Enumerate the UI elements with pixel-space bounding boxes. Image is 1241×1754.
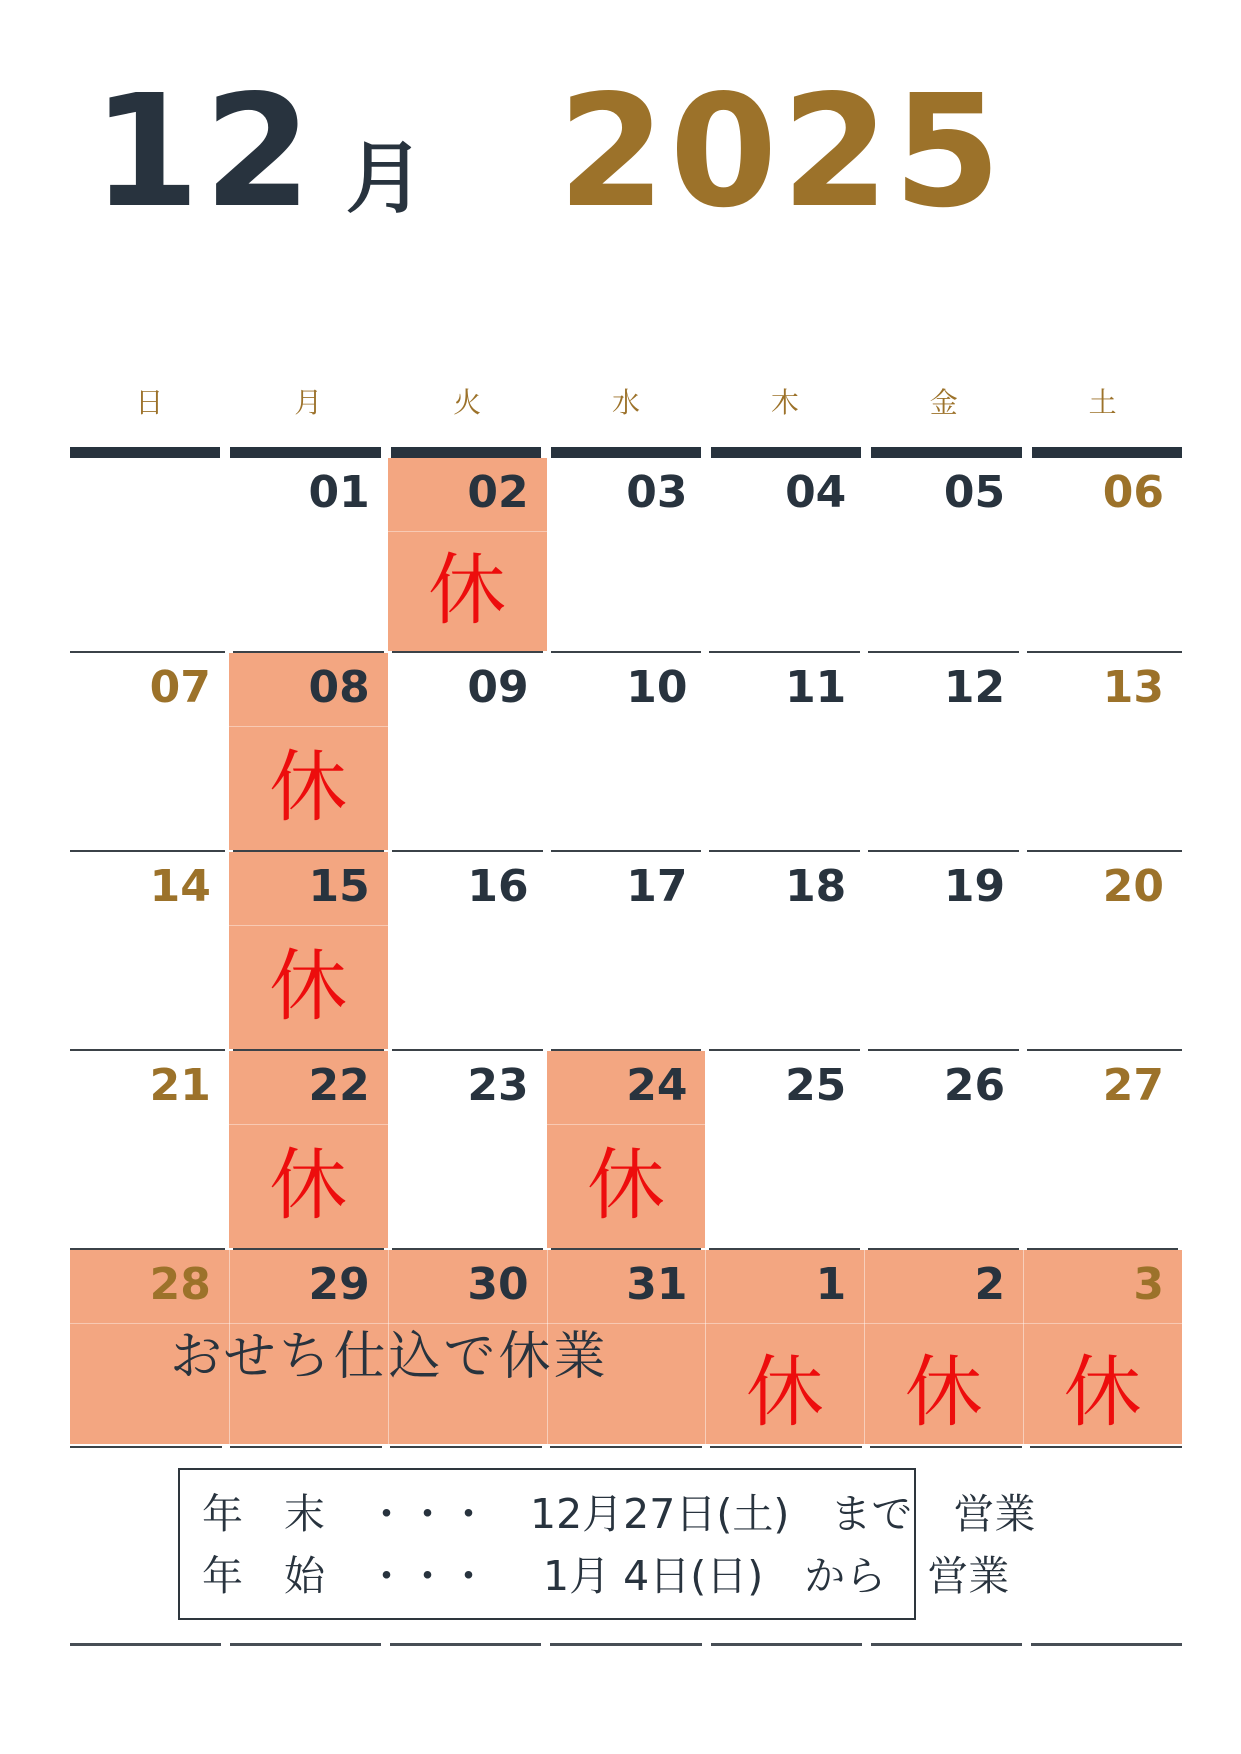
calendar-grid — [70, 458, 1182, 1444]
day-cell-11 — [705, 653, 864, 850]
notice-line-year-end: 年 末 ・・・ 12月27日(土) まで 営業 — [202, 1490, 1036, 1538]
day-number: 02 — [467, 467, 529, 518]
closed-mark: 休 — [1063, 1348, 1142, 1438]
year-end-notice-box — [178, 1468, 1036, 1620]
day-number: 01 — [308, 467, 370, 518]
closed-mark: 休 — [587, 1141, 666, 1231]
day-cell-1 — [705, 1250, 864, 1444]
day-cell-03 — [547, 458, 706, 651]
day-number: 28 — [149, 1259, 211, 1310]
rule-segment — [230, 447, 380, 458]
week-row-2 — [70, 653, 1182, 850]
rule-segment — [871, 1643, 1022, 1646]
day-number: 20 — [1102, 861, 1165, 912]
day-number: 03 — [626, 467, 688, 518]
day-number: 3 — [1133, 1259, 1165, 1310]
day-cell-21 — [70, 1051, 229, 1248]
day-cell-15 — [229, 852, 388, 1049]
day-number: 22 — [308, 1060, 370, 1111]
rule-segment — [391, 447, 541, 458]
day-number: 1 — [815, 1259, 847, 1310]
rule-segment — [871, 447, 1021, 458]
week-row-1 — [70, 458, 1182, 651]
day-cell-3 — [1023, 1250, 1182, 1444]
rule-segment — [230, 1446, 382, 1448]
day-cell-01 — [229, 458, 388, 651]
day-cell-20 — [1023, 852, 1182, 1049]
title-month-suffix: 月 — [345, 134, 424, 224]
rule-segment — [1030, 1446, 1182, 1448]
weekday-label-2: 火 — [453, 386, 482, 419]
rule-segment — [230, 1643, 381, 1646]
day-cell-12 — [864, 653, 1023, 850]
day-cell-09 — [388, 653, 547, 850]
weekday-label-4: 木 — [770, 386, 799, 419]
day-cell-24 — [547, 1051, 706, 1248]
day-number: 11 — [785, 662, 847, 713]
day-cell-23 — [388, 1051, 547, 1248]
day-number: 31 — [626, 1259, 688, 1310]
rule-segment — [390, 1446, 542, 1448]
day-number — [70, 458, 229, 531]
day-number: 30 — [467, 1259, 529, 1310]
closed-mark: 休 — [745, 1348, 824, 1438]
weekday-label-5: 金 — [929, 386, 958, 419]
title-year: 2025 — [557, 61, 1006, 242]
day-cell-14 — [70, 852, 229, 1049]
rule-segment — [870, 1446, 1022, 1448]
bottom-rule — [70, 1643, 1182, 1646]
day-number: 26 — [943, 1060, 1006, 1111]
day-number: 21 — [149, 1060, 211, 1111]
rule-segment — [1032, 447, 1182, 458]
day-cell-26 — [864, 1051, 1023, 1248]
day-number: 07 — [149, 662, 211, 713]
rule-segment — [70, 1446, 222, 1448]
day-cell-05 — [864, 458, 1023, 651]
weekday-header-row — [70, 386, 1182, 420]
day-cell-27 — [1023, 1051, 1182, 1248]
day-number: 13 — [1102, 662, 1165, 713]
day-cell-04 — [705, 458, 864, 651]
day-cell-18 — [705, 852, 864, 1049]
day-cell-13 — [1023, 653, 1182, 850]
day-number: 06 — [1102, 467, 1165, 518]
day-number: 12 — [943, 662, 1006, 713]
closed-mark: 休 — [269, 743, 348, 833]
day-cell-08 — [229, 653, 388, 850]
day-number: 2 — [974, 1259, 1006, 1310]
day-number: 14 — [149, 861, 211, 912]
weekday-label-1: 月 — [294, 386, 323, 419]
rule-segment — [70, 447, 220, 458]
day-cell-empty — [70, 458, 229, 651]
header-bar — [70, 447, 1182, 458]
day-cell-22 — [229, 1051, 388, 1248]
rule-segment — [1031, 1643, 1182, 1646]
day-cell-02 — [388, 458, 547, 651]
rule-segment — [550, 1643, 701, 1646]
day-number: 29 — [308, 1259, 370, 1310]
day-number: 05 — [943, 467, 1006, 518]
weekday-label-0: 日 — [135, 386, 164, 419]
day-cell-25 — [705, 1051, 864, 1248]
day-number: 08 — [308, 662, 370, 713]
rule-segment — [710, 1446, 862, 1448]
day-number: 16 — [467, 861, 529, 912]
day-number: 15 — [308, 861, 370, 912]
notice-line-year-start: 年 始 ・・・ 1月 4日(日) から 営業 — [202, 1551, 1010, 1600]
day-cell-16 — [388, 852, 547, 1049]
week-row-5 — [70, 1250, 1182, 1444]
day-cell-07 — [70, 653, 229, 850]
weekday-label-3: 水 — [612, 386, 641, 419]
day-cell-17 — [547, 852, 706, 1049]
day-cell-19 — [864, 852, 1023, 1049]
week-row-4 — [70, 1051, 1182, 1248]
closed-mark: 休 — [269, 1141, 348, 1231]
title-month-number: 12 — [92, 61, 316, 242]
osechi-closure-banner: おせち仕込で休業 — [170, 1327, 609, 1387]
day-number: 23 — [467, 1060, 529, 1111]
closed-mark: 休 — [269, 942, 348, 1032]
closed-mark: 休 — [428, 546, 507, 636]
closed-mark: 休 — [904, 1348, 983, 1438]
grid-bottom-rule — [70, 1446, 1182, 1448]
calendar-title — [92, 61, 1006, 242]
day-number: 18 — [785, 861, 847, 912]
rule-segment — [70, 1643, 221, 1646]
rule-segment — [711, 447, 861, 458]
rule-segment — [551, 447, 701, 458]
weekday-label-6: 土 — [1088, 386, 1117, 419]
day-number: 17 — [626, 861, 688, 912]
rule-segment — [711, 1643, 862, 1646]
day-number: 25 — [785, 1060, 847, 1111]
day-number: 24 — [626, 1060, 688, 1111]
day-number: 09 — [467, 662, 529, 713]
day-number: 19 — [943, 861, 1006, 912]
day-cell-10 — [547, 653, 706, 850]
day-cell-2 — [864, 1250, 1023, 1444]
day-number: 10 — [626, 662, 688, 713]
rule-segment — [390, 1643, 541, 1646]
day-number: 04 — [785, 467, 847, 518]
rule-segment — [550, 1446, 702, 1448]
day-cell-06 — [1023, 458, 1182, 651]
day-number: 27 — [1102, 1060, 1165, 1111]
week-row-3 — [70, 852, 1182, 1049]
